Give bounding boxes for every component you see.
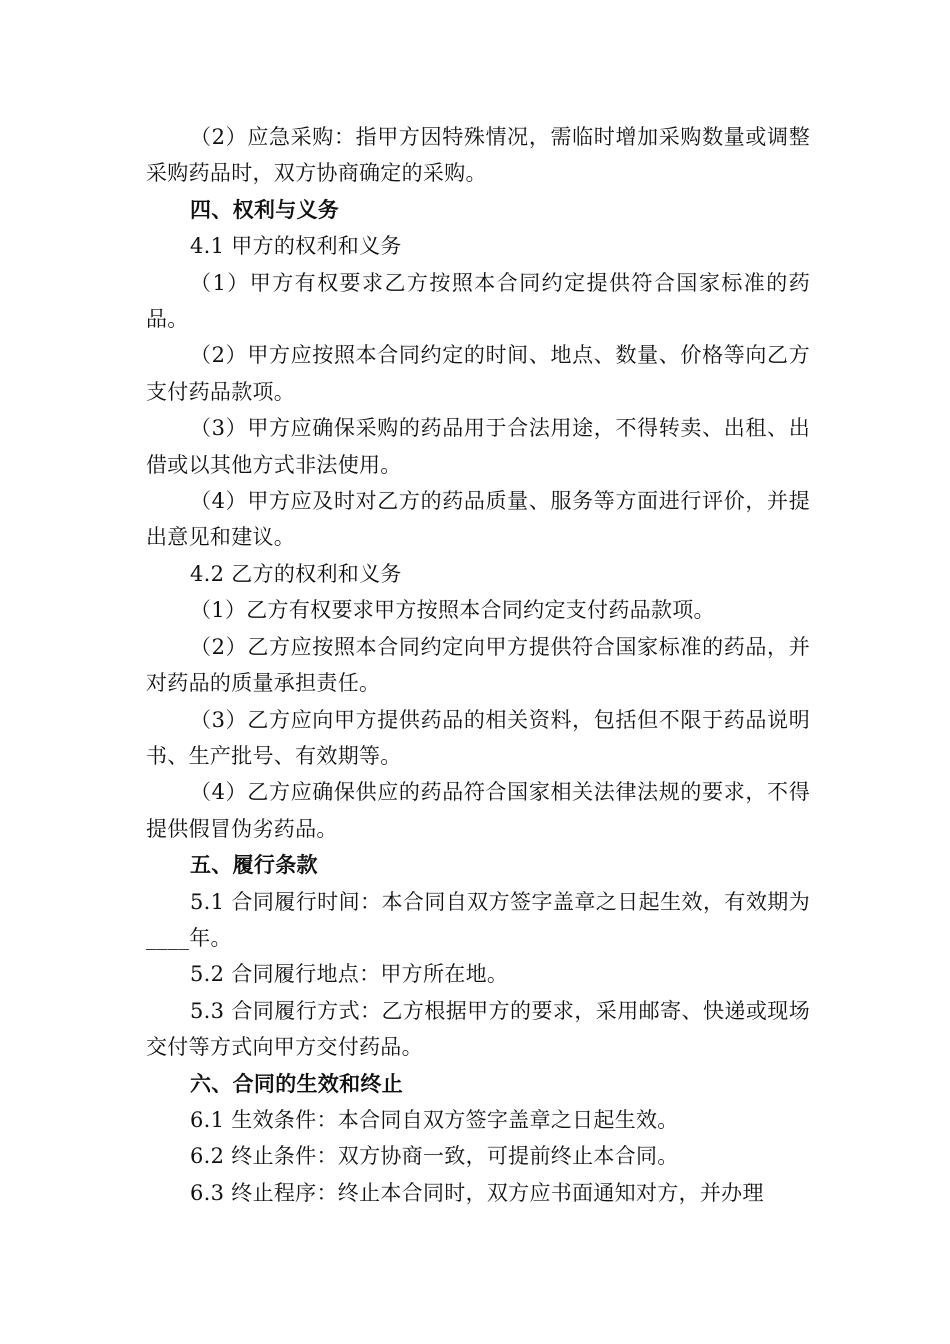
clause-party-a-4: （4）甲方应及时对乙方的药品质量、服务等方面进行评价，并提出意见和建议。 — [146, 489, 810, 550]
clause-party-b-3: （3）乙方应向甲方提供药品的相关资料，包括但不限于药品说明书、生产批号、有效期等。 — [146, 707, 810, 768]
clause-effective-condition: 6.1 生效条件：本合同自双方签字盖章之日起生效。 — [190, 1107, 679, 1132]
subsection-party-b-rights: 4.2 乙方的权利和义务 — [190, 561, 402, 586]
clause-performance-method: 5.3 合同履行方式：乙方根据甲方的要求，采用邮寄、快递或现场交付等方式向甲方交付药品。 — [146, 998, 810, 1060]
section-heading-rights-obligations: 四、权利与义务 — [190, 196, 340, 222]
clause-termination-condition: 6.2 终止条件：双方协商一致，可提前终止本合同。 — [190, 1144, 679, 1169]
document-body — [146, 119, 810, 1211]
clause-party-b-4: （4）乙方应确保供应的药品符合国家相关法律法规的要求，不得提供假冒伪劣药品。 — [146, 780, 810, 841]
section-heading-performance: 五、履行条款 — [190, 852, 318, 878]
paragraph-emergency-purchase: （2）应急采购：指甲方因特殊情况，需临时增加采购数量或调整采购药品时，双方协商确定的采购。 — [146, 125, 810, 186]
clause-party-a-2: （2）甲方应按照本合同约定的时间、地点、数量、价格等向乙方支付药品款项。 — [146, 343, 810, 404]
clause-party-a-1: （1）甲方有权要求乙方按照本合同约定提供符合国家标准的药品。 — [146, 270, 810, 332]
clause-party-a-3: （3）甲方应确保采购的药品用于合法用途，不得转卖、出租、出借或以其他方式非法使用。 — [146, 416, 810, 477]
clause-performance-time: 5.1 合同履行时间：本合同自双方签字盖章之日起生效，有效期为____年。 — [146, 889, 810, 950]
clause-termination-procedure: 6.3 终止程序：终止本合同时，双方应书面通知对方，并办理 — [190, 1180, 764, 1205]
subsection-party-a-rights: 4.1 甲方的权利和义务 — [190, 234, 402, 259]
section-heading-effect-termination: 六、合同的生效和终止 — [190, 1070, 403, 1096]
clause-party-b-1: （1）乙方有权要求甲方按照本合同约定支付药品款项。 — [190, 598, 715, 623]
clause-performance-place: 5.2 合同履行地点：甲方所在地。 — [190, 962, 509, 987]
clause-party-b-2: （2）乙方应按照本合同约定向甲方提供符合国家标准的药品，并对药品的质量承担责任。 — [146, 634, 810, 696]
